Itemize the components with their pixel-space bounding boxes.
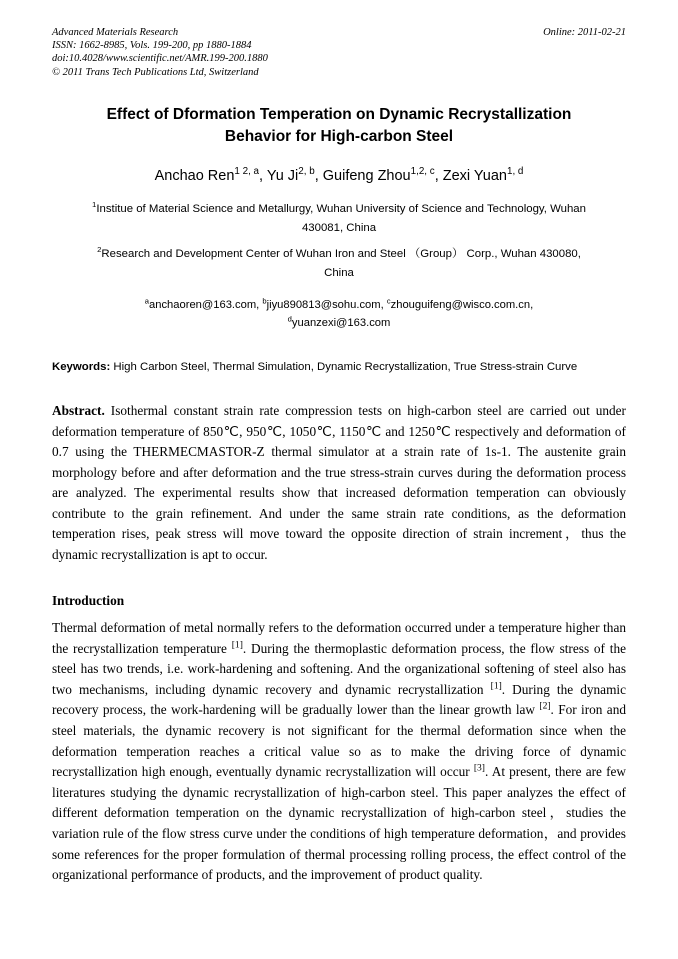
intro-text-4: . For iron and steel materials, the dynamic recovery is not significant for the thermal deformation since when the deformation temperation reaches a critical value so as to make the driving force of dynamic recrystallization high enough, eventually dynamic recrystallization will occur xyxy=(52,702,627,780)
introduction-paragraph-1 xyxy=(52,618,626,886)
abstract-text: Isothermal constant strain rate compression tests on high-carbon steel are carried out under deformation temperature of 850℃, 950℃, 1050℃, 1150℃ and 1250℃ respectively and deformation of 0.7 using the THERMECMASTOR-Z thermal simulator at a strain rate of 1s-1. The austenite grain morphology before and after deformation and the true stress-strain curves during the deformation process are analyzed. The experimental results show that increased deformation temperation can obviously contribute to the grain refinement. And under the same strain rate conditions, as the deformation temperation rises, peak stress will move toward the opposite direction of strain increment，thus the dynamic recrystallization is apt to occur. xyxy=(52,403,626,562)
affiliation-1-line-2: 430081, China xyxy=(301,222,377,234)
title-line-2: Behavior for High-carbon Steel xyxy=(224,128,454,145)
affiliation-1-line-1: Institue of Material Science and Metallurgy, Wuhan University of Science and Technology, Wuhan xyxy=(96,203,586,215)
intro-text-1: Thermal deformation of metal normally refers to the deformation occurred under a temperature higher than the recrystallization temperature xyxy=(52,620,626,656)
email-b-marker: b xyxy=(262,296,267,306)
author-list xyxy=(52,166,626,186)
author-1-name: Anchao Ren xyxy=(154,168,235,184)
email-b: jiyu890813@sohu.com, xyxy=(266,299,387,311)
author-4-marker: 1, d xyxy=(506,166,524,178)
citation-ref-2: [1] xyxy=(490,680,502,692)
intro-text-5: . At present, there are few literatures studying the dynamic recrystallization of high-carbon steel. This paper analyzes the effect of different deformation temperation on the dynamic recrystallization of high-carbon steel，studies the variation rule of the flow stress curve under the conditions of high temperature deformation，and provides some references for the proper formulation of thermal processing rolling process, the effect control of the organizational performance of products, and the improvement of product quality. xyxy=(52,764,627,883)
email-d: yuanzexi@163.com xyxy=(291,317,391,329)
email-line-2 xyxy=(52,314,626,332)
abstract-block xyxy=(52,401,626,565)
author-2-name: , Yu Ji xyxy=(259,168,299,184)
intro-text-3: . During the dynamic recovery process, the work-hardening will be gradually lower than the linear growth law xyxy=(52,681,627,718)
email-a: anchaoren@163.com, xyxy=(149,299,263,311)
abstract-label: Abstract. xyxy=(52,403,105,418)
copyright-line: © 2011 Trans Tech Publications Ltd, Switzerland xyxy=(52,66,259,78)
author-3-marker: 1,2, c xyxy=(410,166,435,178)
keywords-block xyxy=(52,358,626,377)
citation-ref-4: [3] xyxy=(473,762,485,774)
affiliation-1 xyxy=(52,200,626,238)
affiliations xyxy=(52,200,626,283)
doi-line: doi:10.4028/www.scientific.net/AMR.199-200.1880 xyxy=(52,53,268,65)
keywords-label: Keywords: xyxy=(52,361,111,373)
title-line-1: Effect of Dformation Temperation on Dynamic Recrystallization xyxy=(106,106,572,123)
journal-name: Advanced Materials Research xyxy=(52,27,179,38)
header-left-block xyxy=(52,26,268,79)
keywords-text: High Carbon Steel, Thermal Simulation, Dynamic Recrystallization, True Stress-strain Curve xyxy=(110,361,578,373)
email-c: zhouguifeng@wisco.com.cn, xyxy=(390,299,534,311)
author-3-name: , Guifeng Zhou xyxy=(314,168,411,184)
intro-text-2: . During the thermoplastic deformation process, the flow stress of the steel has two trends, i.e. work-hardening and softening. And the organizational softening of steel also has two mechanisms, including dynamic recovery and dynamic recrystallization xyxy=(52,640,626,697)
online-date: Online: 2011-02-21 xyxy=(543,27,626,38)
author-1-marker: 1 2, a xyxy=(234,166,260,178)
affiliation-2-marker: 2 xyxy=(97,245,102,255)
page-header xyxy=(52,26,626,84)
affiliation-1-marker: 1 xyxy=(92,200,97,210)
affiliation-2 xyxy=(52,245,626,283)
citation-ref-3: [2] xyxy=(539,700,551,712)
author-4-name: , Zexi Yuan xyxy=(434,168,507,184)
affiliation-2-line-2: China xyxy=(324,267,354,279)
email-line-1 xyxy=(52,296,626,314)
affiliation-2-line-1: Research and Development Center of Wuhan Iron and Steel （Group） Corp., Wuhan 430080, xyxy=(101,248,581,260)
email-d-marker: d xyxy=(287,314,292,324)
author-emails xyxy=(52,296,626,332)
author-2-marker: 2, b xyxy=(298,166,315,178)
page-title xyxy=(52,104,626,148)
email-a-marker: a xyxy=(144,296,150,306)
section-heading-introduction: Introduction xyxy=(52,593,125,608)
issn-line: ISSN: 1662-8985, Vols. 199-200, pp 1880-1884 xyxy=(52,40,252,52)
email-c-marker: c xyxy=(386,296,391,306)
citation-ref-1: [1] xyxy=(231,639,243,651)
